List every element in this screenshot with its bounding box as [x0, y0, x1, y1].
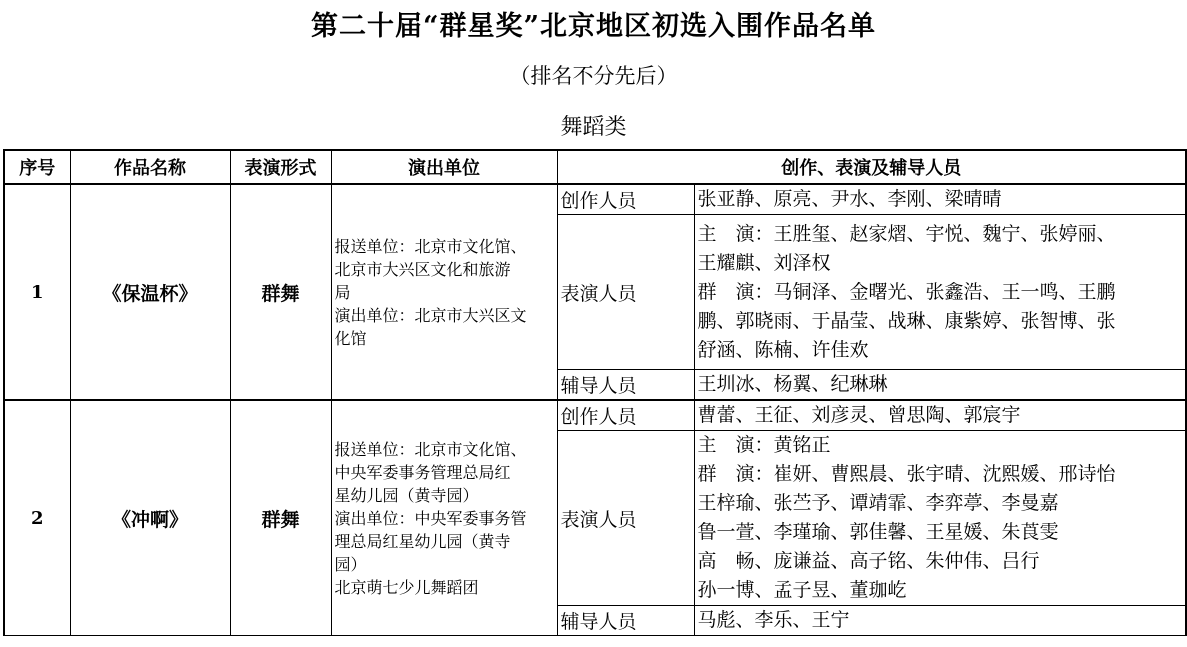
unit-line: 演出单位：中央军委事务管	[334, 508, 527, 528]
performing-unit	[331, 184, 557, 400]
performers-line: 鹏、郭晓雨、于晶莹、战琳、康紫婷、张智博、张	[697, 309, 1116, 332]
performers-line: 王梓瑜、张苎予、谭靖霏、李弈葶、李曼嘉	[697, 492, 1059, 514]
table-header-row	[4, 150, 1186, 184]
table-row	[4, 184, 1186, 215]
performers-line: 王耀麒、刘泽权	[697, 251, 831, 274]
performing-unit	[331, 400, 557, 636]
performance-form: 群舞	[230, 400, 331, 636]
row-number: 2	[4, 400, 70, 636]
unit-line: 局	[334, 282, 351, 302]
performers-line: 舒涵、陈楠、许佳欢	[697, 338, 869, 361]
unit-line: 报送单位：北京市文化馆、	[334, 236, 527, 256]
unit-line: 北京市大兴区文化和旅游	[334, 259, 511, 279]
performers-names	[694, 431, 1186, 606]
performers-line: 主 演：黄铭正	[697, 434, 831, 456]
creators-names: 曹蕾、王征、刘彦灵、曾思陶、郭宸宇	[694, 400, 1186, 431]
performers-line: 高 畅、庞谦益、高子铭、朱仲伟、吕行	[697, 550, 1040, 572]
performers-line: 群 演：马铜泽、金曙光、张鑫浩、王一鸣、王鹏	[697, 280, 1116, 303]
role-label-creators: 创作人员	[557, 400, 694, 431]
unit-line: 北京萌七少儿舞蹈团	[334, 577, 479, 597]
performers-line: 群 演：崔妍、曹熙晨、张宇晴、沈熙媛、邢诗怡	[697, 463, 1116, 485]
table-row	[4, 400, 1186, 431]
role-label-instructors: 辅导人员	[557, 370, 694, 401]
document-title: 第二十届“群星奖”北京地区初选入围作品名单	[310, 11, 877, 42]
header-title: 作品名称	[70, 150, 230, 184]
unit-line: 中央军委事务管理总局红	[334, 462, 511, 482]
work-title: 《保温杯》	[70, 184, 230, 400]
unit-line: 理总局红星幼儿园（黄寺	[334, 531, 511, 551]
performers-line: 鲁一萱、李瑾瑜、郭佳馨、王星媛、朱莨雯	[697, 521, 1059, 543]
role-label-creators: 创作人员	[557, 184, 694, 215]
performance-form: 群舞	[230, 184, 331, 400]
row-number: 1	[4, 184, 70, 400]
role-label-performers: 表演人员	[557, 215, 694, 370]
role-label-instructors: 辅导人员	[557, 606, 694, 636]
unit-line: 演出单位：北京市大兴区文	[334, 305, 527, 325]
unit-line: 报送单位：北京市文化馆、	[334, 439, 527, 459]
header-unit: 演出单位	[331, 150, 557, 184]
header-staff: 创作、表演及辅导人员	[557, 150, 1186, 184]
nominee-table	[3, 149, 1187, 636]
document-subtitle: （排名不分先后）	[509, 64, 678, 88]
role-label-performers: 表演人员	[557, 431, 694, 606]
unit-line: 星幼儿园（黄寺园）	[334, 485, 479, 505]
performers-line: 孙一博、孟子昱、董珈屹	[697, 579, 907, 601]
unit-line: 园）	[334, 554, 367, 574]
performers-line: 主 演：王胜玺、赵家熠、宇悦、魏宁、张婷丽、	[697, 222, 1116, 245]
work-title: 《冲啊》	[70, 400, 230, 636]
header-form: 表演形式	[230, 150, 331, 184]
creators-names: 张亚静、原亮、尹水、李刚、梁晴晴	[694, 184, 1186, 215]
instructors-names: 王圳冰、杨翼、纪琳琳	[694, 370, 1186, 401]
instructors-names: 马彪、李乐、王宁	[694, 606, 1186, 636]
category-heading: 舞蹈类	[560, 115, 627, 140]
performers-names	[694, 215, 1186, 370]
header-num: 序号	[4, 150, 70, 184]
unit-line: 化馆	[334, 328, 367, 348]
